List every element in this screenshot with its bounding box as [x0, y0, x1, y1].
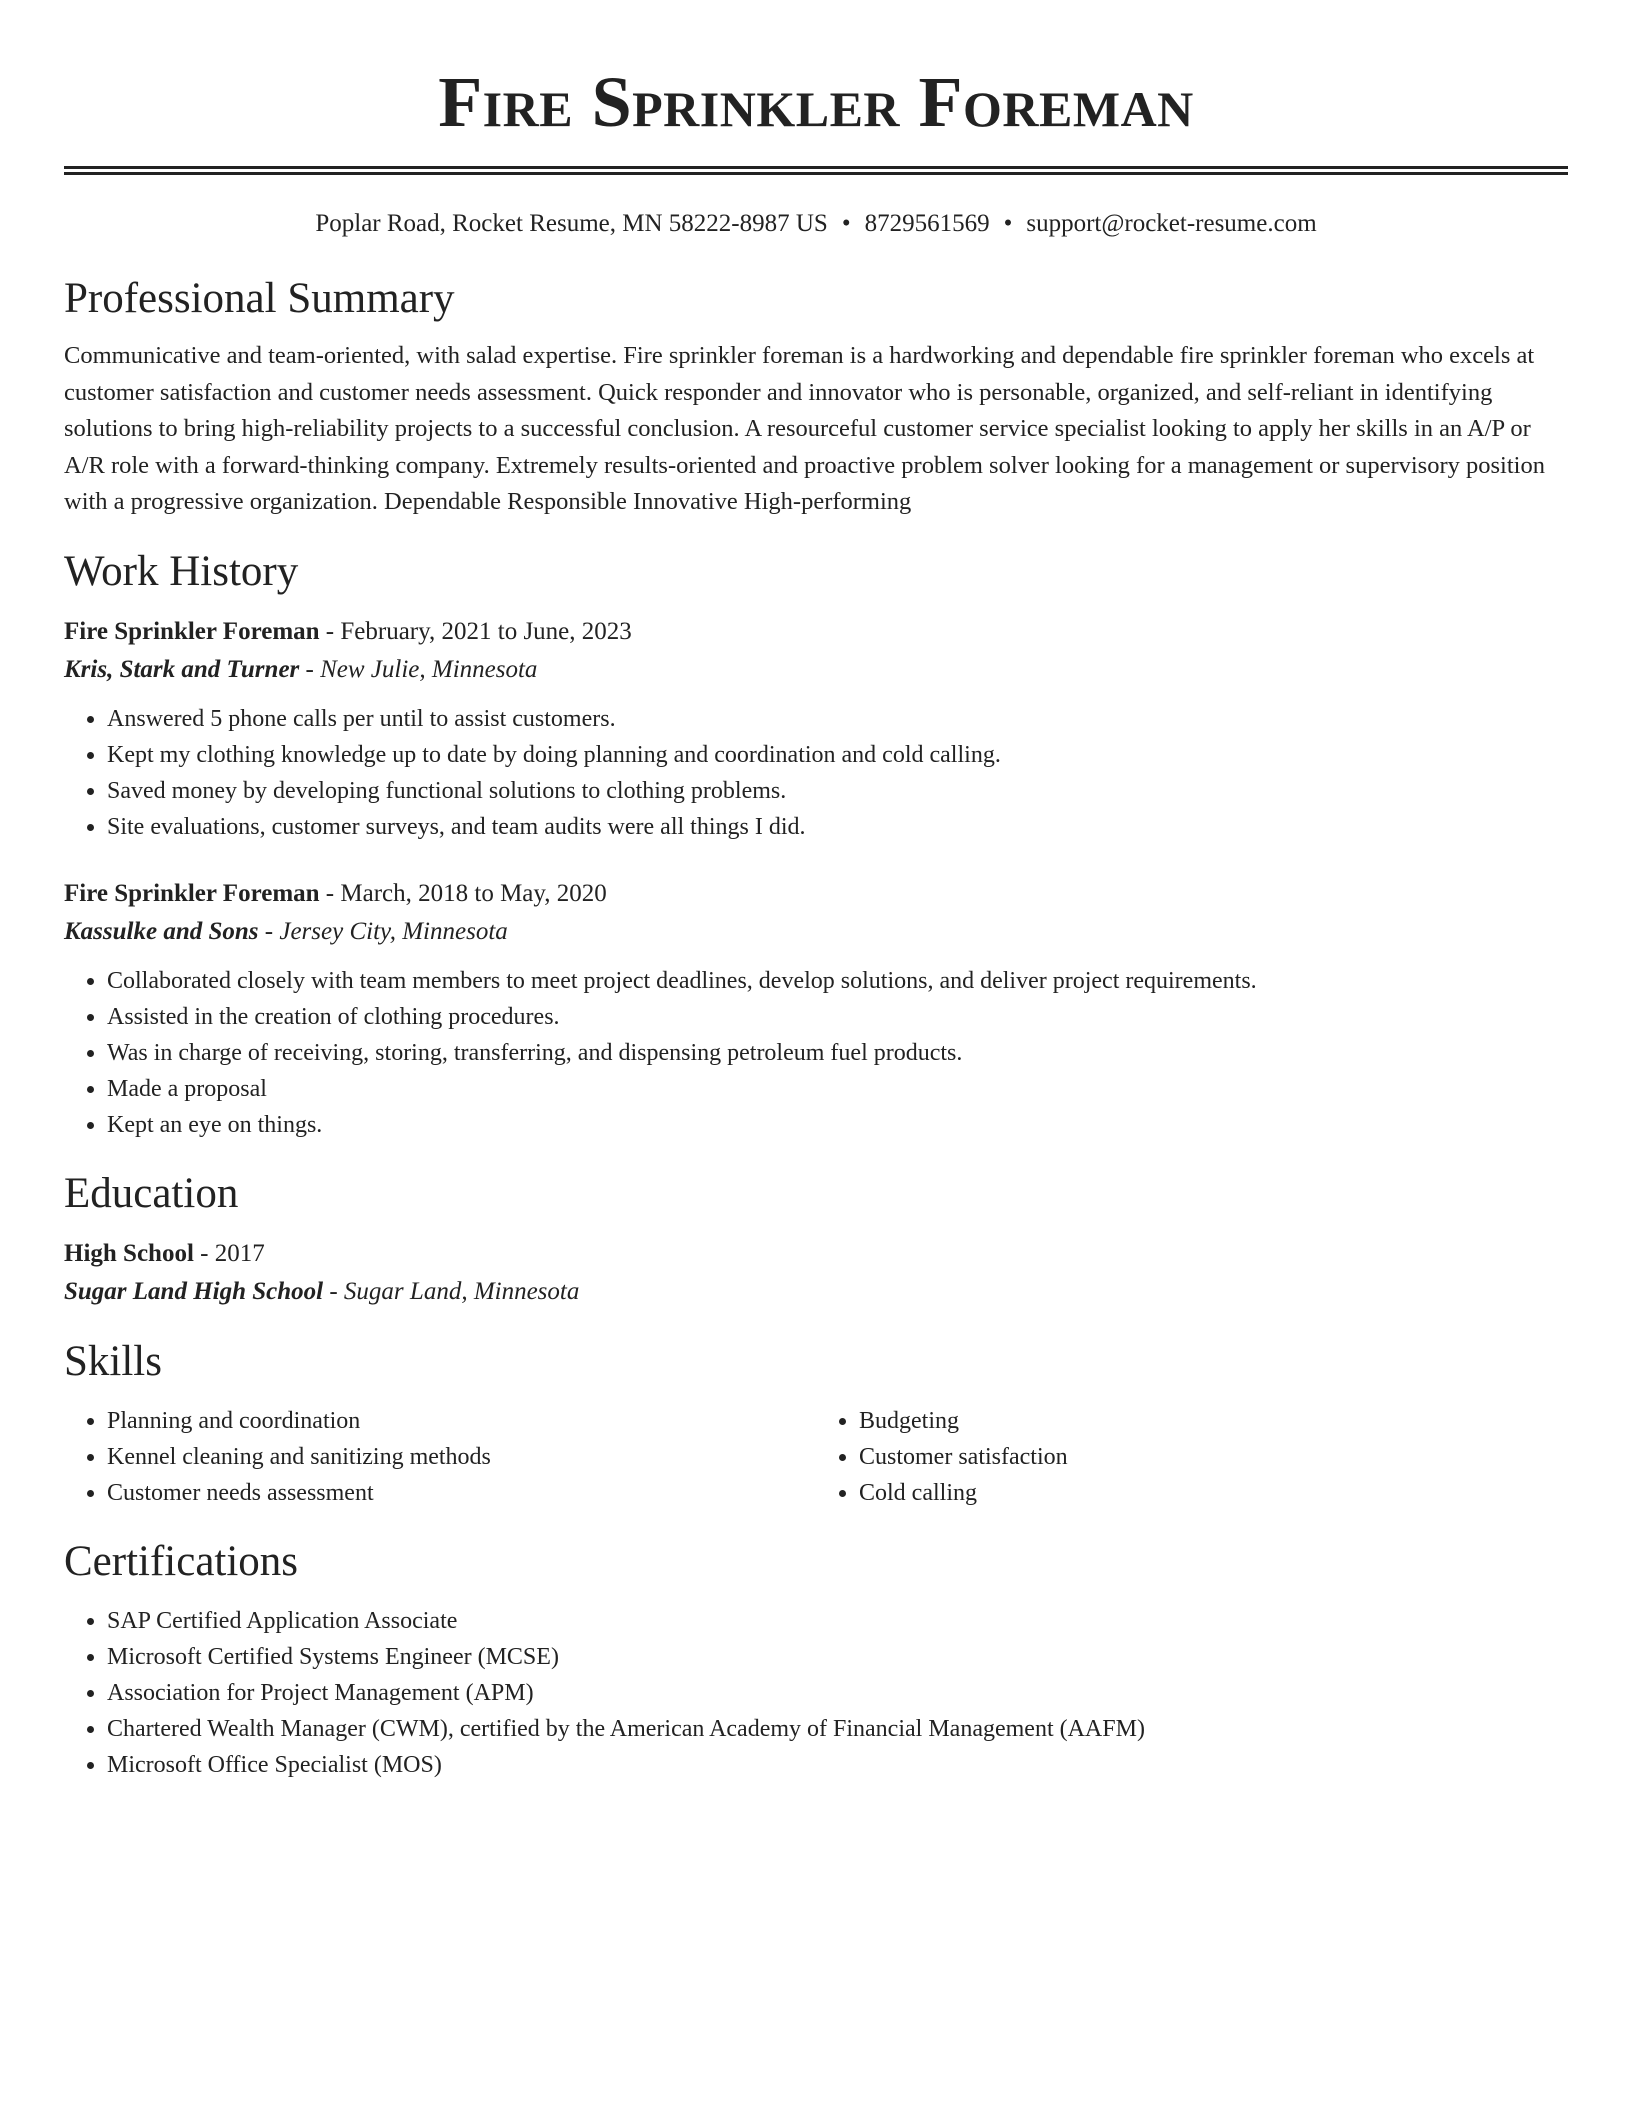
- list-item: • SAP Certified Application Associate: [107, 1603, 1568, 1639]
- job-dates: - February, 2021 to June, 2023: [319, 617, 632, 645]
- education-year: - 2017: [193, 1239, 265, 1267]
- job-location: - Jersey City, Minnesota: [258, 917, 508, 945]
- list-item: • Budgeting: [859, 1403, 1568, 1439]
- education-heading: Education: [64, 1169, 239, 1217]
- list-item: • Microsoft Certified Systems Engineer (MCSE): [107, 1639, 1568, 1675]
- contact-email: support@rocket-resume.com: [1026, 210, 1317, 237]
- skills-heading: Skills: [64, 1337, 162, 1385]
- job-company-line: [64, 913, 1568, 951]
- job-duties-list: [64, 963, 1568, 1143]
- list-item: • Kennel cleaning and sanitizing methods: [107, 1439, 816, 1475]
- list-item: • Chartered Wealth Manager (CWM), certified by the American Academy of Financial Management (AAFM): [107, 1711, 1568, 1747]
- contact-phone: 8729561569: [864, 210, 990, 237]
- list-item: • Planning and coordination: [107, 1403, 816, 1439]
- list-item: • Answered 5 phone calls per until to assist customers.: [107, 701, 1568, 737]
- contact-separator: •: [1003, 210, 1013, 237]
- list-item: • Kept my clothing knowledge up to date by doing planning and coordination and cold calling.: [107, 737, 1568, 773]
- list-item: • Assisted in the creation of clothing procedures.: [107, 999, 1568, 1035]
- list-item: • Was in charge of receiving, storing, transferring, and dispensing petroleum fuel products.: [107, 1035, 1568, 1071]
- header-divider: [64, 166, 1568, 175]
- contact-address: Poplar Road, Rocket Resume, MN 58222-8987 US: [315, 210, 828, 237]
- certifications-heading: Certifications: [64, 1537, 299, 1585]
- work-history-heading: Work History: [64, 547, 299, 595]
- summary-heading: Professional Summary: [64, 275, 455, 322]
- list-item: • Customer needs assessment: [107, 1475, 816, 1511]
- list-item: • Made a proposal: [107, 1071, 1568, 1107]
- job-title-line: [64, 875, 1568, 913]
- education-school-line: [64, 1273, 1568, 1311]
- job-location: - New Julie, Minnesota: [299, 655, 538, 683]
- summary-text: Communicative and team-oriented, with salad expertise. Fire sprinkler foreman is a hardworking and dependable fire sprinkler foreman who excels at customer satisfaction and customer needs assessment. Quick responder and innovator who is personable, organized, and self-reliant in identifying solutions to bring high-reliability projects to a successful conclusion. A resourceful customer service specialist looking to apply her skills in an A/P or A/R role with a forward-thinking company. Extremely results-oriented and proactive problem solver looking for a management or supervisory position with a progressive organization. Dependable Responsible Innovative High-performing: [64, 342, 1545, 515]
- job-company: Kris, Stark and Turner: [64, 655, 300, 683]
- list-item: • Microsoft Office Specialist (MOS): [107, 1747, 1568, 1783]
- job-title-line: [64, 613, 1568, 651]
- job-company: Kassulke and Sons: [64, 917, 259, 945]
- skills-grid: [64, 1403, 1568, 1511]
- list-item: • Saved money by developing functional solutions to clothing problems.: [107, 773, 1568, 809]
- certifications-section: [64, 1535, 1568, 1783]
- candidate-name: Fire Sprinkler Foreman: [438, 62, 1194, 142]
- job-duties-list: [64, 701, 1568, 845]
- education-location: - Sugar Land, Minnesota: [323, 1277, 580, 1305]
- certifications-list: [64, 1603, 1568, 1783]
- job-company-line: [64, 651, 1568, 689]
- job-role: Fire Sprinkler Foreman: [64, 617, 320, 645]
- job-entry: [64, 613, 1568, 845]
- job-role: Fire Sprinkler Foreman: [64, 879, 320, 907]
- list-item: • Customer satisfaction: [859, 1439, 1568, 1475]
- contact-separator: •: [841, 210, 851, 237]
- education-entry: [64, 1235, 1568, 1311]
- skills-list-left: [64, 1403, 816, 1511]
- education-degree: High School: [64, 1239, 194, 1267]
- list-item: • Kept an eye on things.: [107, 1107, 1568, 1143]
- contact-line: [64, 208, 1568, 240]
- education-degree-line: [64, 1235, 1568, 1273]
- job-dates: - March, 2018 to May, 2020: [319, 879, 607, 907]
- skills-list-right: [816, 1403, 1568, 1511]
- list-item: • Association for Project Management (APM): [107, 1675, 1568, 1711]
- list-item: • Collaborated closely with team members to meet project deadlines, develop solutions, and deliver project requirements.: [107, 963, 1568, 999]
- list-item: • Cold calling: [859, 1475, 1568, 1511]
- list-item: • Site evaluations, customer surveys, and team audits were all things I did.: [107, 809, 1568, 845]
- education-school: Sugar Land High School: [64, 1277, 324, 1305]
- job-entry: [64, 875, 1568, 1143]
